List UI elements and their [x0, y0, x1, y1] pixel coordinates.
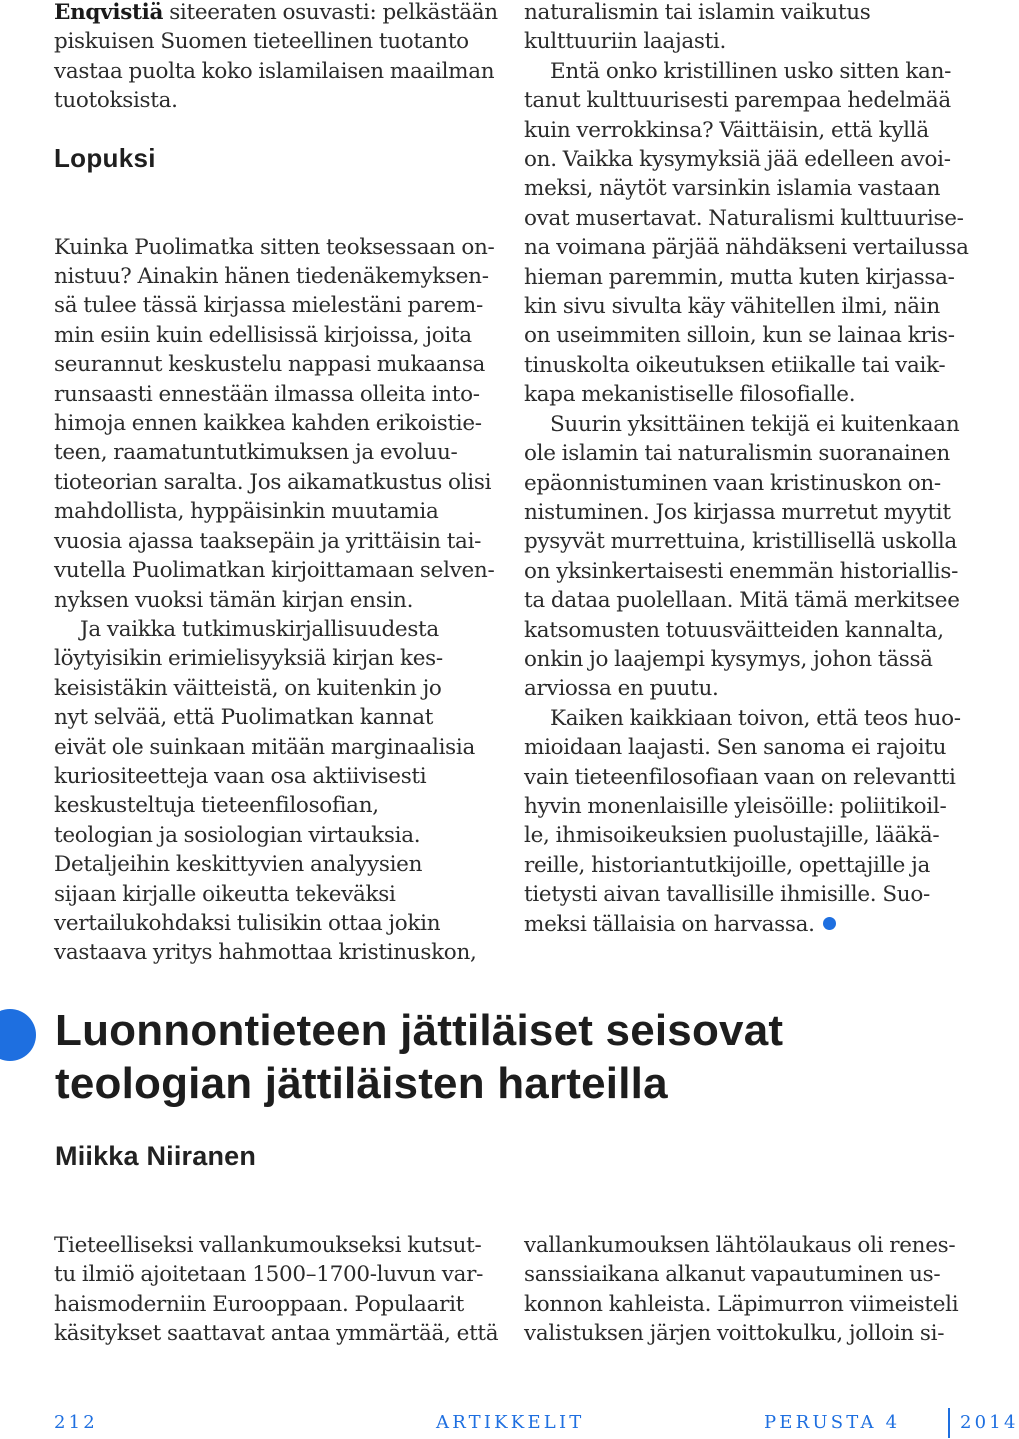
- text-line: [524, 763, 954, 792]
- line-text: naturalismin tai islamin vaikutus: [524, 0, 871, 25]
- line-text: reille, historiantutkijoille, opettajille ja: [524, 852, 931, 878]
- line-text: löytyisikin erimielisyyksiä kirjan kes-: [54, 646, 443, 672]
- line-text: siteeraten osuvasti: pelkästään: [163, 0, 498, 25]
- line-text: teen, raamatuntutkimuksen ja evoluu-: [54, 440, 458, 466]
- line-text: kuriositeetteja vaan osa aktiivisesti: [54, 763, 427, 789]
- footer-journal-name: PERUSTA 4: [764, 1412, 901, 1433]
- text-line: [524, 145, 954, 174]
- intro-line: käsitykset saattavat antaa ymmärtää, että: [54, 1321, 499, 1347]
- text-line: [54, 615, 484, 644]
- line-text: vastaava yritys hahmottaa kristinuskon,: [54, 940, 477, 966]
- line-text: teologian ja sosiologian virtauksia.: [54, 822, 421, 848]
- text-line: [524, 704, 961, 733]
- intro-line: valistuksen järjen voittokulku, jolloin si-: [524, 1321, 945, 1347]
- line-text: runsaasti ennestään ilmassa olleita into-: [54, 381, 480, 407]
- text-line: [524, 321, 954, 350]
- line-text: vain tieteenfilosofiaan vaan on relevantti: [524, 764, 956, 790]
- line-text: hieman paremmin, mutta kuten kirjassa-: [524, 264, 955, 290]
- text-line: [524, 86, 954, 115]
- text-line: [54, 527, 484, 556]
- intro-line: Tieteelliseksi vallankumoukseksi kutsut-: [54, 1233, 482, 1258]
- line-text: vuosia ajassa taaksepäin ja yrittäisin tai-: [54, 528, 482, 554]
- footer-separator: [948, 1408, 950, 1438]
- text-line: [524, 586, 960, 615]
- text-line: [524, 174, 954, 203]
- line-text: nistuu? Ainakin hänen tiedenäkemyksen-: [54, 264, 489, 290]
- line-text: himoja ennen kaikkea kahden erikoistie-: [54, 411, 482, 437]
- intro-right-column: [524, 1231, 959, 1349]
- text-line: [54, 468, 492, 497]
- heading-spacer: [54, 116, 484, 233]
- text-line: [54, 350, 484, 379]
- page-number: 212: [54, 1412, 98, 1433]
- left-column-body: [54, 233, 495, 968]
- line-text: Entä onko kristillinen usko sitten kan-: [550, 58, 952, 84]
- text-line: [54, 380, 484, 409]
- text-line: [524, 645, 954, 674]
- text-line: [524, 792, 954, 821]
- intro-line: sanssiaikana alkanut vapautuminen us-: [524, 1262, 941, 1288]
- text-line: [54, 880, 484, 909]
- right-column-body: [524, 0, 969, 939]
- line-text: tioteorian saralta. Jos aikamatkustus olisi: [54, 469, 492, 495]
- line-text: onkin jo laajempi kysymys, johon tässä: [524, 646, 933, 672]
- line-text: kulttuuriin laajasti.: [524, 29, 727, 55]
- text-line: [54, 57, 495, 86]
- text-line: [524, 616, 954, 645]
- line-text: epäonnistuminen vaan kristinuskon on-: [524, 470, 941, 496]
- line-text: on useimmiten silloin, kun se lainaa kris-: [524, 323, 955, 349]
- text-line: [524, 263, 954, 292]
- line-text: vastaa puolta koko islamilaisen maailman: [54, 58, 495, 84]
- footer-section-label: ARTIKKELIT: [436, 1412, 585, 1433]
- intro-left-column: [54, 1231, 499, 1349]
- text-line: [54, 27, 484, 56]
- text-line: [524, 498, 954, 527]
- line-text: Suurin yksittäinen tekijä ei kuitenkaan: [550, 411, 960, 437]
- line-text: tinuskolta oikeutuksen etiikalle tai vaik-: [524, 352, 946, 378]
- line-text: on. Vaikka kysymyksiä jää edelleen avoi-: [524, 147, 951, 173]
- text-line: [524, 674, 954, 703]
- line-text: le, ihmisoikeuksien puolustajille, lääkä-: [524, 823, 940, 849]
- text-line: [54, 409, 484, 438]
- text-line: [524, 57, 954, 86]
- line-text: ovat musertavat. Naturalismi kulttuurise-: [524, 205, 964, 231]
- text-line: [524, 0, 954, 27]
- article-bullet-dot: [0, 1009, 36, 1061]
- line-text: tanut kulttuurisesti parempaa hedelmää: [524, 88, 951, 114]
- line-text: ole islamin tai naturalismin suoranainen: [524, 441, 950, 467]
- text-line: [524, 27, 954, 56]
- text-line: [524, 439, 954, 468]
- text-line: [524, 851, 954, 880]
- text-line: [54, 674, 484, 703]
- article-title: [55, 1004, 783, 1110]
- article-end-dot: [823, 917, 836, 930]
- page-footer: [54, 1408, 1019, 1438]
- text-line: [524, 292, 954, 321]
- text-line: [54, 438, 484, 467]
- line-text: nyt selvää, että Puolimatkan kannat: [54, 705, 434, 731]
- text-line: [524, 351, 954, 380]
- text-line: [524, 410, 960, 439]
- line-text: nyksen vuoksi tämän kirjan ensin.: [54, 587, 414, 613]
- right-column: [524, 0, 969, 939]
- text-line: [54, 0, 498, 27]
- line-text: vutella Puolimatkan kirjoittamaan selven-: [54, 558, 495, 584]
- text-line: [524, 821, 954, 850]
- text-line: [54, 909, 484, 938]
- line-text: seurannut keskustelu nappasi mukaansa: [54, 352, 486, 378]
- article-author: Miikka Niiranen: [55, 1141, 257, 1171]
- intro-line: tu ilmiö ajoitetaan 1500–1700-luvun var-: [54, 1262, 484, 1288]
- intro-line: haismoderniin Eurooppaan. Populaarit: [54, 1291, 464, 1317]
- text-line: [54, 762, 484, 791]
- text-line: [54, 233, 495, 262]
- line-text: kin sivu sivulta käy vähitellen ilmi, näin: [524, 294, 940, 320]
- text-line: [54, 733, 484, 762]
- line-text: mioidaan laajasti. Sen sanoma ei rajoitu: [524, 735, 947, 761]
- line-text: kapa mekanistiselle filosofialle.: [524, 382, 856, 408]
- text-line: [54, 497, 484, 526]
- line-text: pysyvät murrettuina, kristillisellä uskolla: [524, 529, 957, 555]
- line-text: sijaan kirjalle oikeutta tekeväksi: [54, 881, 396, 907]
- text-line: [54, 291, 484, 320]
- line-text: keskusteltuja tieteenfilosofian,: [54, 793, 379, 819]
- text-line: [54, 791, 484, 820]
- line-text: meksi, näytöt varsinkin islamia vastaan: [524, 176, 941, 202]
- text-line: [54, 821, 484, 850]
- intro-line: konnon kahleista. Läpimurron viimeisteli: [524, 1291, 959, 1317]
- line-text: hyvin monenlaisille yleisöille: poliitikoil-: [524, 793, 947, 819]
- line-text: ta dataa puolellaan. Mitä tämä merkitsee: [524, 588, 960, 614]
- text-line: [524, 116, 954, 145]
- text-line: [54, 321, 484, 350]
- intro-line: vallankumouksen lähtölaukaus oli renes-: [524, 1233, 956, 1258]
- line-text: kuin verrokkinsa? Väittäisin, että kyllä: [524, 117, 929, 143]
- line-text: vertailukohdaksi tulisikin ottaa jokin: [54, 910, 441, 936]
- line-text: arviossa en puutu.: [524, 676, 719, 702]
- line-text: nistuminen. Jos kirjassa murretut myytit: [524, 499, 951, 525]
- text-line: [54, 938, 484, 967]
- footer-year: 2014: [960, 1412, 1019, 1433]
- line-text: na voimana pärjää nähdäkseni vertailussa: [524, 235, 969, 261]
- line-text: tuotoksista.: [54, 88, 178, 114]
- text-line: [54, 586, 484, 615]
- text-line: [524, 380, 954, 409]
- line-text: piskuisen Suomen tieteellinen tuotanto: [54, 29, 469, 55]
- text-line: [524, 469, 954, 498]
- line-text: Kaiken kaikkiaan toivon, että teos huo-: [550, 705, 961, 731]
- line-text: meksi tällaisia on harvassa.: [524, 911, 815, 937]
- line-text: mahdollista, hyppäisinkin muutamia: [54, 499, 439, 525]
- text-line: [54, 262, 489, 291]
- text-line: [54, 556, 495, 585]
- text-line: [54, 86, 484, 115]
- article-title-line: Luonnontieteen jättiläiset seisovat: [55, 1006, 784, 1055]
- line-text: Kuinka Puolimatka sitten teoksessaan on-: [54, 234, 495, 260]
- text-line: [524, 527, 957, 556]
- text-line: [524, 880, 954, 909]
- text-line: [524, 233, 969, 262]
- text-line: [54, 644, 484, 673]
- line-text: eivät ole suinkaan mitään marginaalisia: [54, 734, 475, 760]
- line-text: Detaljeihin keskittyvien analyysien: [54, 852, 423, 878]
- text-line: [524, 557, 959, 586]
- line-text: Ja vaikka tutkimuskirjallisuudesta: [80, 616, 439, 642]
- top-left-paragraph: [54, 0, 498, 116]
- line-text: on yksinkertaisesti enemmän historiallis-: [524, 558, 959, 584]
- text-line: [524, 204, 964, 233]
- section-heading: Lopuksi: [54, 143, 156, 173]
- text-line: [54, 703, 484, 732]
- line-text: katsomusten totuusväitteiden kannalta,: [524, 617, 944, 643]
- text-line: [524, 910, 954, 939]
- line-text: tietysti aivan tavallisille ihmisille. Suo-: [524, 882, 930, 908]
- line-text: sä tulee tässä kirjassa mielestäni parem-: [54, 293, 483, 319]
- text-line: [524, 733, 954, 762]
- line-text: min esiin kuin edellisissä kirjoissa, joita: [54, 322, 472, 348]
- text-line: [54, 850, 484, 879]
- line-text: keisistäkin väitteistä, on kuitenkin jo: [54, 675, 442, 701]
- article-title-line: teologian jättiläisten harteilla: [55, 1059, 668, 1108]
- lead-word: Enqvistiä: [54, 0, 164, 25]
